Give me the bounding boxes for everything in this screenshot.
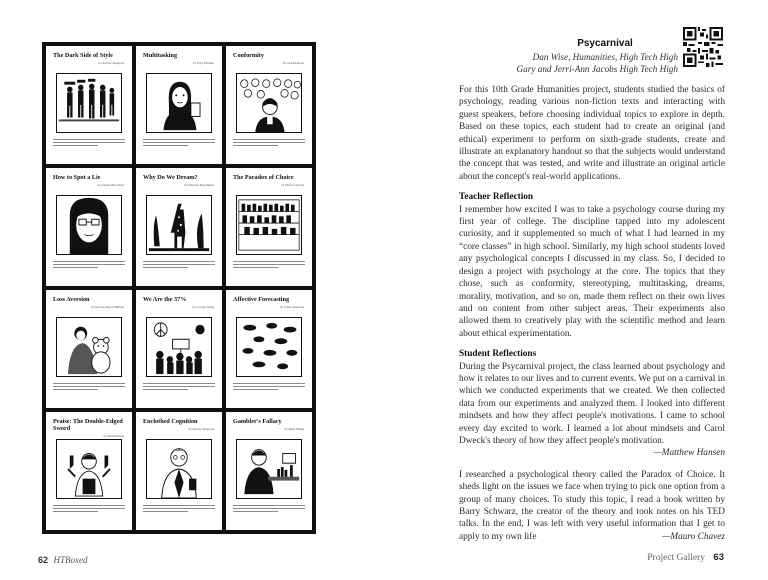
cell-text-lines — [143, 261, 215, 268]
cell-title: Enclothed Cognition — [143, 418, 198, 425]
cell-author: by Nicolas Bayon Billone — [90, 305, 124, 309]
cell-text-lines — [143, 139, 215, 146]
poster-cell — [136, 290, 222, 408]
intro-paragraph: For this 10th Grade Humanities project, students studied the basics of psychology, reading various non-fiction texts and interacting with guest speakers, before choosing individual topics to explore in depth. Based on these topics, each student had to create an original (and ethical) experiment to perform on sixth-grade students, create and illustrate an explanatory handout so that the subjects would understand the concept that was tested, and write and illustrate an original article about the concept's real-world applications. — [459, 85, 725, 182]
cell-text-lines — [53, 139, 125, 146]
illustration-gambler — [236, 439, 302, 499]
left-page-footer — [38, 555, 88, 565]
cell-text-lines — [143, 505, 215, 512]
student-reflections-heading: Student Reflections — [459, 349, 537, 360]
poster-cell — [46, 46, 132, 164]
cell-title: The Paradox of Choice — [233, 174, 294, 181]
student-reflection-paragraph: During the Psycarnival project, the class learned about psychology and how it relates to our lives and to current events. We put on a carnival in which we conducted experiments that we created. We then collected data from our experiments and analyzed them. I looked into different mindsets and how they affect people's motivations. I came to school every day excited to work. I learned a lot about mindsets and Carol Dweck's theory of how they affect people's motivation. — [459, 361, 725, 446]
qr-code-icon — [683, 27, 723, 67]
cell-author: by Dawson Rutschman — [184, 183, 214, 187]
poster-cell — [226, 290, 312, 408]
illustration-dream-giraffe — [146, 195, 212, 255]
cell-text-lines — [53, 261, 125, 268]
left-page-number: 62 — [38, 555, 49, 565]
illustration-child-bear — [56, 317, 122, 377]
byline-2: Gary and Jerri-Ann Jacobs High Tech High — [516, 64, 678, 74]
byline-1: Dan Wise, Humanities, High Tech High — [532, 52, 678, 62]
illustration-falling-objects — [236, 317, 302, 377]
student-reflection-paragraph — [459, 469, 725, 543]
cell-author: by Angela Beresford — [97, 183, 124, 187]
cell-title: Multitasking — [143, 52, 178, 59]
teacher-reflection-paragraph: I remember how excited I was to take a psychology course during my first year of college. The discipline tapped into my adolescent curiosity, and it supplemented so much of what I had learned in my “core classes” in high school. Similarly, my high school students loved any psychological concepts I discussed in my class. So, I decided to design a project with psychology at the core. The topics that they chose, such as conformity, stereotyping, multitasking, dreams, morality, motivation, and so on, made them reflect on their own lives and on content from other subject areas. Their experiments also allowed them to creatively play with the scientific method and learn about ethical experimentation. — [459, 204, 725, 339]
illustration-store-shelves — [236, 195, 302, 255]
poster-cell — [136, 412, 222, 530]
illustration-praise — [56, 439, 122, 499]
cell-title: Why Do We Dream? — [143, 174, 198, 181]
cell-title: How to Spot a Lie — [53, 174, 101, 181]
student-reflection-text: I researched a psychological theory called the Paradox of Choice. It sheds light on the issues we face when trying to pick one option from a group of many choices. To study this topic, I read a book written by Barry Schwarz, the creator of the theory and took notes on his TED talks. In the end, I was left with very useful information that I get to apply to my own life — [459, 469, 725, 542]
poster-cell — [136, 46, 222, 164]
cell-text-lines — [143, 383, 215, 390]
teacher-reflection-heading: Teacher Reflection — [459, 192, 534, 203]
right-page-footer — [647, 552, 724, 563]
poster-cell — [46, 168, 132, 286]
poster-grid — [42, 42, 316, 534]
cell-author: by Aubrey Magoole — [98, 61, 124, 65]
right-page-number: 63 — [713, 552, 724, 563]
cell-author: by Matt Hansen — [103, 434, 124, 438]
article-body — [459, 84, 725, 543]
section-label: Project Gallery — [647, 553, 706, 563]
illustration-multitasking-girl — [146, 73, 212, 133]
student-signature: —Mauro Chavez — [662, 531, 725, 542]
cell-author: by Jocelyn Wang — [192, 305, 214, 309]
illustration-conformity-crowd — [236, 73, 302, 133]
cell-text-lines — [53, 505, 125, 512]
poster-cell — [226, 46, 312, 164]
cell-title: We Are the 37% — [143, 296, 187, 303]
article-title: Psycarnival — [577, 38, 633, 49]
cell-text-lines — [233, 261, 305, 268]
poster-cell — [226, 168, 312, 286]
cell-text-lines — [233, 505, 305, 512]
cell-author: by Ryan Zhang — [284, 427, 304, 431]
cell-text-lines — [53, 383, 125, 390]
illustration-soldiers — [56, 73, 122, 133]
cell-author: by Mauro Chavez — [281, 183, 304, 187]
cell-author: by Josh Ridgeon — [282, 61, 304, 65]
cell-title: Loss Aversion — [53, 296, 90, 303]
cell-title: Affective Forecasting — [233, 296, 290, 303]
poster-cell — [136, 168, 222, 286]
cell-text-lines — [233, 383, 305, 390]
cell-title: Conformity — [233, 52, 264, 59]
cell-author: by Faye Thomas — [192, 61, 214, 65]
cell-title: Praise: The Double-Edged Sword — [53, 418, 123, 432]
illustration-protest — [146, 317, 212, 377]
cell-text-lines — [233, 139, 305, 146]
cell-title: Gambler's Fallacy — [233, 418, 282, 425]
poster-cell — [46, 412, 132, 530]
cell-title: The Dark Side of Style — [53, 52, 113, 59]
poster-cell — [226, 412, 312, 530]
cell-author: by Eddie Amezcua — [279, 305, 304, 309]
illustration-lab-coat — [146, 439, 212, 499]
illustration-lie-face — [56, 195, 122, 255]
article-header — [460, 38, 678, 75]
brand-logo: HTBoxed — [53, 555, 88, 565]
poster-cell — [46, 290, 132, 408]
cell-author: by Aubrey Magoole — [188, 427, 214, 431]
student-signature: —Matthew Hansen — [653, 448, 725, 459]
paragraph-spacer — [459, 460, 725, 469]
